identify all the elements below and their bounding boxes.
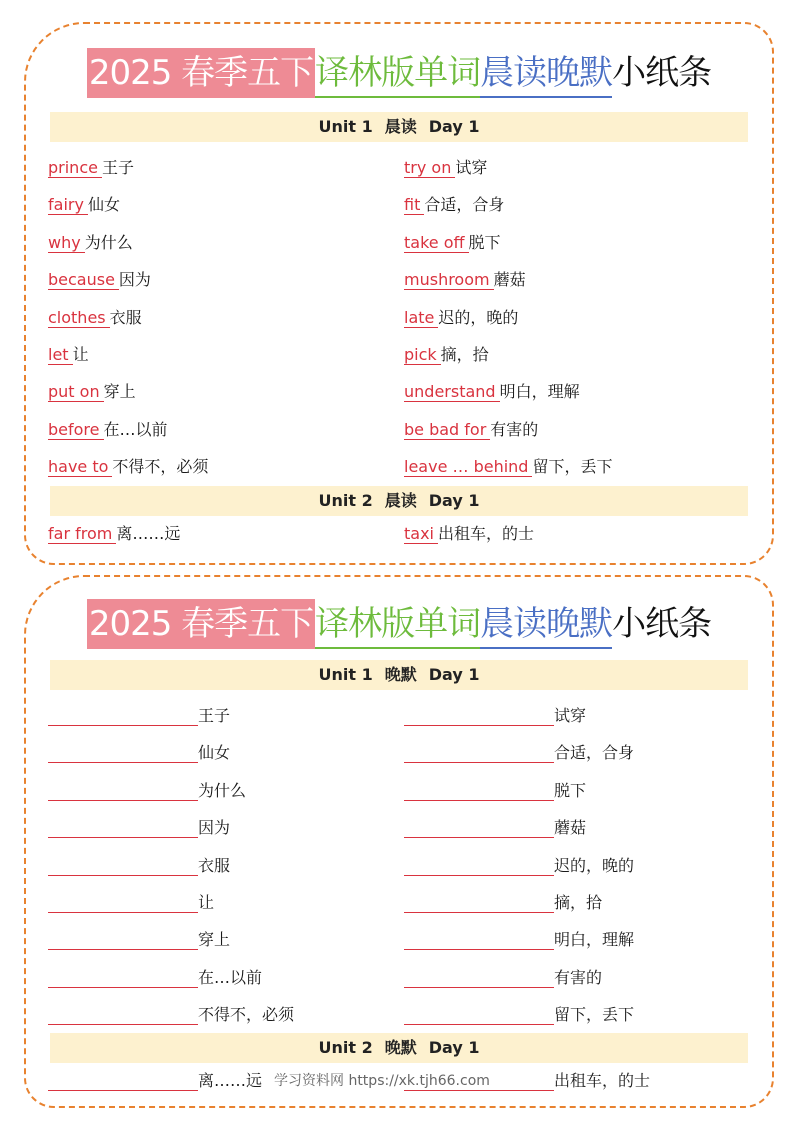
english-word: have to <box>48 457 112 477</box>
chinese-meaning: 仙女 <box>87 195 120 215</box>
chinese-meaning: 离……远 <box>198 1071 263 1090</box>
dictation-row <box>48 815 230 841</box>
chinese-meaning: 试穿 <box>455 158 488 177</box>
chinese-meaning: 不得不，必须 <box>112 457 209 477</box>
english-word: try on <box>404 158 455 178</box>
dictation-row <box>48 1068 262 1094</box>
title-part2: 译林版单词 <box>315 601 480 649</box>
evening-dictation-card <box>24 575 774 1108</box>
chinese-meaning: 衣服 <box>109 307 142 327</box>
chinese-meaning: 留下，丢下 <box>554 1005 635 1025</box>
english-word: pick <box>404 345 441 365</box>
title-part3: 晨读晚默 <box>480 50 612 98</box>
chinese-meaning: 脱下 <box>468 232 501 252</box>
english-word: put on <box>48 382 104 402</box>
answer-blank[interactable] <box>404 855 554 876</box>
card-title <box>26 48 772 98</box>
dictation-row <box>48 740 230 766</box>
vocab-row <box>404 192 504 218</box>
answer-blank[interactable] <box>48 705 198 726</box>
vocab-row <box>404 267 526 293</box>
unit2-header <box>50 486 748 516</box>
vocab-row <box>404 379 580 405</box>
vocab-row <box>404 454 612 480</box>
english-word: taxi <box>404 524 438 544</box>
dictation-row <box>48 778 246 804</box>
vocab-row <box>404 230 501 256</box>
answer-blank[interactable] <box>404 967 554 988</box>
unit2-header <box>50 1033 748 1063</box>
morning-reading-card <box>24 22 774 565</box>
english-word: leave … behind <box>404 457 532 477</box>
english-word: fit <box>404 195 424 215</box>
dictation-row <box>48 1002 294 1028</box>
dictation-row <box>404 815 586 841</box>
chinese-meaning: 王子 <box>198 706 231 725</box>
title-part1: 2025 春季五下 <box>87 48 315 98</box>
chinese-meaning: 仙女 <box>198 743 231 763</box>
dictation-row <box>48 853 230 879</box>
chinese-meaning: 合适，合身 <box>424 195 505 215</box>
answer-blank[interactable] <box>404 705 554 726</box>
chinese-meaning: 留下，丢下 <box>532 457 613 477</box>
answer-blank[interactable] <box>48 929 198 950</box>
answer-blank[interactable] <box>48 1070 198 1091</box>
mode-label: 晚默 <box>384 1038 417 1057</box>
chinese-meaning: 让 <box>198 893 215 912</box>
unit1-header <box>50 112 748 142</box>
chinese-meaning: 蘑菇 <box>554 818 587 838</box>
vocab-row <box>48 342 89 368</box>
day-label: Day 1 <box>428 1038 480 1057</box>
chinese-meaning: 有害的 <box>554 967 603 987</box>
vocab-row <box>48 305 142 331</box>
answer-blank[interactable] <box>48 742 198 763</box>
chinese-meaning: 因为 <box>198 818 231 838</box>
mode-label: 晨读 <box>384 491 417 510</box>
vocab-row <box>404 342 489 368</box>
unit-label: Unit 2 <box>318 1038 373 1057</box>
answer-blank[interactable] <box>48 780 198 801</box>
chinese-meaning: 合适，合身 <box>554 743 635 763</box>
answer-blank[interactable] <box>404 817 554 838</box>
english-word: before <box>48 420 104 440</box>
chinese-meaning: 脱下 <box>554 780 587 800</box>
chinese-meaning: 穿上 <box>198 930 231 950</box>
chinese-meaning: 摘，拾 <box>554 893 603 912</box>
watermark: 学习资料网 https://xk.tjh66.com <box>274 1073 490 1089</box>
day-label: Day 1 <box>428 665 480 684</box>
english-word: because <box>48 270 119 290</box>
answer-blank[interactable] <box>404 1004 554 1025</box>
chinese-meaning: 王子 <box>101 158 134 177</box>
dictation-row <box>404 1002 634 1028</box>
dictation-row <box>404 703 586 729</box>
unit-label: Unit 2 <box>318 491 373 510</box>
dictation-row <box>48 927 230 953</box>
dictation-row <box>404 927 634 953</box>
answer-blank[interactable] <box>404 929 554 950</box>
answer-blank[interactable] <box>48 892 198 913</box>
answer-blank[interactable] <box>404 892 554 913</box>
english-word: clothes <box>48 308 110 328</box>
vocab-row <box>48 192 120 218</box>
english-word: prince <box>48 158 102 178</box>
chinese-meaning: 不得不，必须 <box>198 1005 295 1025</box>
english-word: understand <box>404 382 500 402</box>
chinese-meaning: 明白，理解 <box>554 930 635 950</box>
answer-blank[interactable] <box>48 817 198 838</box>
vocab-row <box>48 267 151 293</box>
chinese-meaning: 有害的 <box>490 419 539 439</box>
chinese-meaning: 在…以前 <box>103 419 168 439</box>
unit-label: Unit 1 <box>318 665 373 684</box>
english-word: be bad for <box>404 420 490 440</box>
vocab-row <box>48 379 136 405</box>
vocab-row <box>48 155 134 181</box>
chinese-meaning: 让 <box>72 345 89 364</box>
dictation-row <box>48 965 262 991</box>
dictation-row <box>404 778 586 804</box>
english-word: fairy <box>48 195 88 215</box>
vocab-row <box>48 521 180 547</box>
chinese-meaning: 试穿 <box>554 706 587 725</box>
chinese-meaning: 因为 <box>118 270 151 290</box>
chinese-meaning: 明白，理解 <box>499 382 580 402</box>
day-label: Day 1 <box>428 117 480 136</box>
vocab-row <box>48 454 208 480</box>
english-word: take off <box>404 233 469 253</box>
answer-blank[interactable] <box>48 1004 198 1025</box>
card-title <box>26 599 772 649</box>
title-part1: 2025 春季五下 <box>87 599 315 649</box>
title-part4: 小纸条 <box>612 604 712 644</box>
chinese-meaning: 迟的，晚的 <box>438 307 519 327</box>
chinese-meaning: 为什么 <box>84 232 133 252</box>
dictation-row <box>404 965 602 991</box>
answer-blank[interactable] <box>48 855 198 876</box>
vocab-row <box>48 417 168 443</box>
chinese-meaning: 穿上 <box>103 382 136 402</box>
chinese-meaning: 在…以前 <box>198 967 263 987</box>
vocab-row <box>48 230 133 256</box>
vocab-row <box>404 155 487 181</box>
unit-label: Unit 1 <box>318 117 373 136</box>
unit1-header <box>50 660 748 690</box>
dictation-row <box>48 890 214 916</box>
answer-blank[interactable] <box>404 780 554 801</box>
chinese-meaning: 摘，拾 <box>440 345 489 364</box>
chinese-meaning: 为什么 <box>198 780 247 800</box>
day-label: Day 1 <box>428 491 480 510</box>
english-word: far from <box>48 524 116 544</box>
mode-label: 晚默 <box>384 665 417 684</box>
title-part2: 译林版单词 <box>315 50 480 98</box>
english-word: late <box>404 308 438 328</box>
english-word: why <box>48 233 85 253</box>
chinese-meaning: 离……远 <box>116 524 181 543</box>
vocab-row <box>404 521 534 547</box>
english-word: let <box>48 345 73 365</box>
title-part4: 小纸条 <box>612 53 712 93</box>
dictation-row <box>404 890 602 916</box>
vocab-row <box>404 417 538 443</box>
answer-blank[interactable] <box>48 967 198 988</box>
vocab-row <box>404 305 518 331</box>
answer-blank[interactable] <box>404 742 554 763</box>
chinese-meaning: 迟的，晚的 <box>554 855 635 875</box>
dictation-row <box>404 853 634 879</box>
dictation-row <box>404 740 634 766</box>
chinese-meaning: 出租车，的士 <box>438 524 535 543</box>
chinese-meaning: 蘑菇 <box>493 270 526 290</box>
chinese-meaning: 衣服 <box>198 855 231 875</box>
title-part3: 晨读晚默 <box>480 601 612 649</box>
dictation-row <box>48 703 230 729</box>
mode-label: 晨读 <box>384 117 417 136</box>
chinese-meaning: 出租车，的士 <box>554 1071 651 1090</box>
english-word: mushroom <box>404 270 494 290</box>
